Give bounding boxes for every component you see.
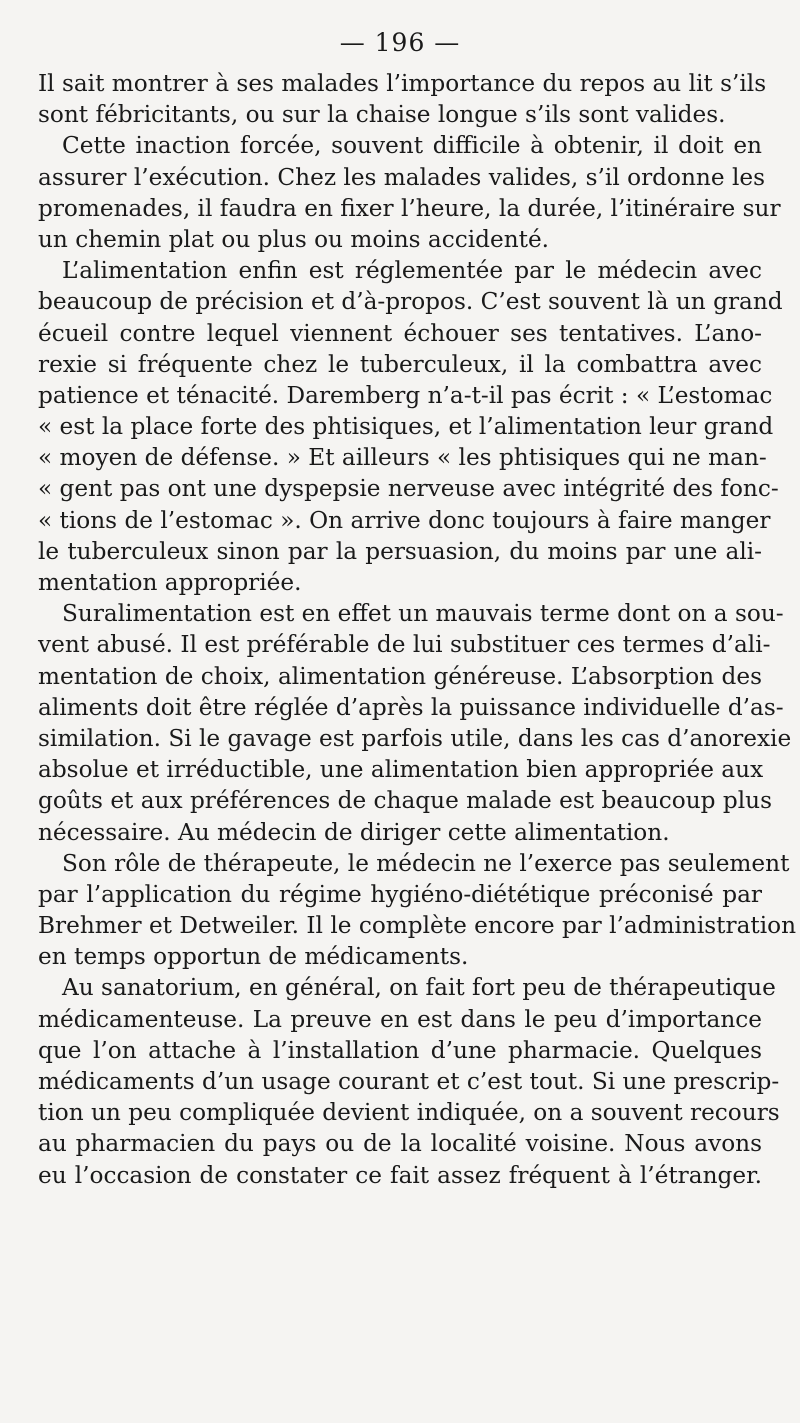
text-line: absolue et irréductible, une alimentation bien appropriée aux [38, 756, 764, 784]
text-line: « gent pas ont une dyspepsie nerveuse avec intégrité des fonc- [38, 475, 779, 503]
text-line: mentation de choix, alimentation généreuse. L’absorption des [38, 662, 762, 690]
text-line: mentation appropriée. [38, 569, 302, 596]
text-line: écueil contre lequel viennent échouer ses tentatives. L’ano- [38, 319, 762, 347]
text-line: en temps opportun de médicaments. [38, 943, 469, 971]
text-line: le tuberculeux sinon par la persuasion, du moins par une ali- [38, 537, 762, 565]
text-line: beaucoup de précision et d’à-propos. C’est souvent là un grand [38, 288, 783, 316]
text-line: « est la place forte des phtisiques, et l’alimentation leur grand [38, 413, 774, 441]
text-line: Suralimentation est en effet un mauvais terme dont on a sou- [62, 600, 784, 628]
text-line: rexie si fréquente chez le tuberculeux, il la combattra avec [38, 350, 762, 378]
text-line: assurer l’exécution. Chez les malades valides, s’il ordonne les [38, 163, 765, 191]
text-line: tion un peu compliquée devient indiquée, on a souvent recours [38, 1099, 780, 1127]
text-line: que l’on attache à l’installation d’une pharmacie. Quelques [38, 1036, 762, 1064]
text-line: goûts et aux préférences de chaque malade est beaucoup plus [38, 787, 772, 815]
text-line: « tions de l’estomac ». On arrive donc toujours à faire manger [38, 506, 771, 534]
text-line: au pharmacien du pays ou de la localité voisine. Nous avons [38, 1130, 762, 1158]
text-line: Il sait montrer à ses malades l’importance du repos au lit s’ils [38, 70, 767, 97]
page-number: — 196 — [339, 28, 461, 57]
text-line: similation. Si le gavage est parfois utile, dans les cas d’anorexie [38, 724, 792, 752]
text-line: médicamenteuse. La preuve en est dans le peu d’importance [38, 1005, 762, 1033]
text-line: Son rôle de thérapeute, le médecin ne l’exerce pas seulement [62, 849, 790, 877]
body-text [38, 68, 797, 1191]
text-line: Cette inaction forcée, souvent difficile à obtenir, il doit en [62, 132, 762, 160]
text-line: un chemin plat ou plus ou moins accidenté. [38, 225, 550, 253]
text-line: aliments doit être réglée d’après la puissance individuelle d’as- [38, 693, 784, 721]
text-line: « moyen de défense. » Et ailleurs « les phtisiques qui ne man- [38, 444, 767, 472]
text-line: Au sanatorium, en général, on fait fort peu de thérapeutique [62, 974, 776, 1002]
text-line: par l’application du régime hygiéno-diététique préconisé par [38, 880, 762, 908]
text-line: patience et ténacité. Daremberg n’a-t-il pas écrit : « L’estomac [38, 381, 773, 409]
text-line: sont fébricitants, ou sur la chaise longue s’ils sont valides. [38, 101, 726, 129]
text-line: Brehmer et Detweiler. Il le complète encore par l’administration [38, 912, 797, 940]
text-line: promenades, il faudra en fixer l’heure, la durée, l’itinéraire sur [38, 194, 781, 222]
text-line: nécessaire. Au médecin de diriger cette alimentation. [38, 818, 670, 846]
text-line: vent abusé. Il est préférable de lui substituer ces termes d’ali- [38, 631, 771, 659]
text-line: eu l’occasion de constater ce fait assez fréquent à l’étranger. [38, 1161, 762, 1189]
text-line: médicaments d’un usage courant et c’est tout. Si une prescrip- [38, 1068, 780, 1095]
text-line: L’alimentation enfin est réglementée par le médecin avec [62, 257, 762, 285]
